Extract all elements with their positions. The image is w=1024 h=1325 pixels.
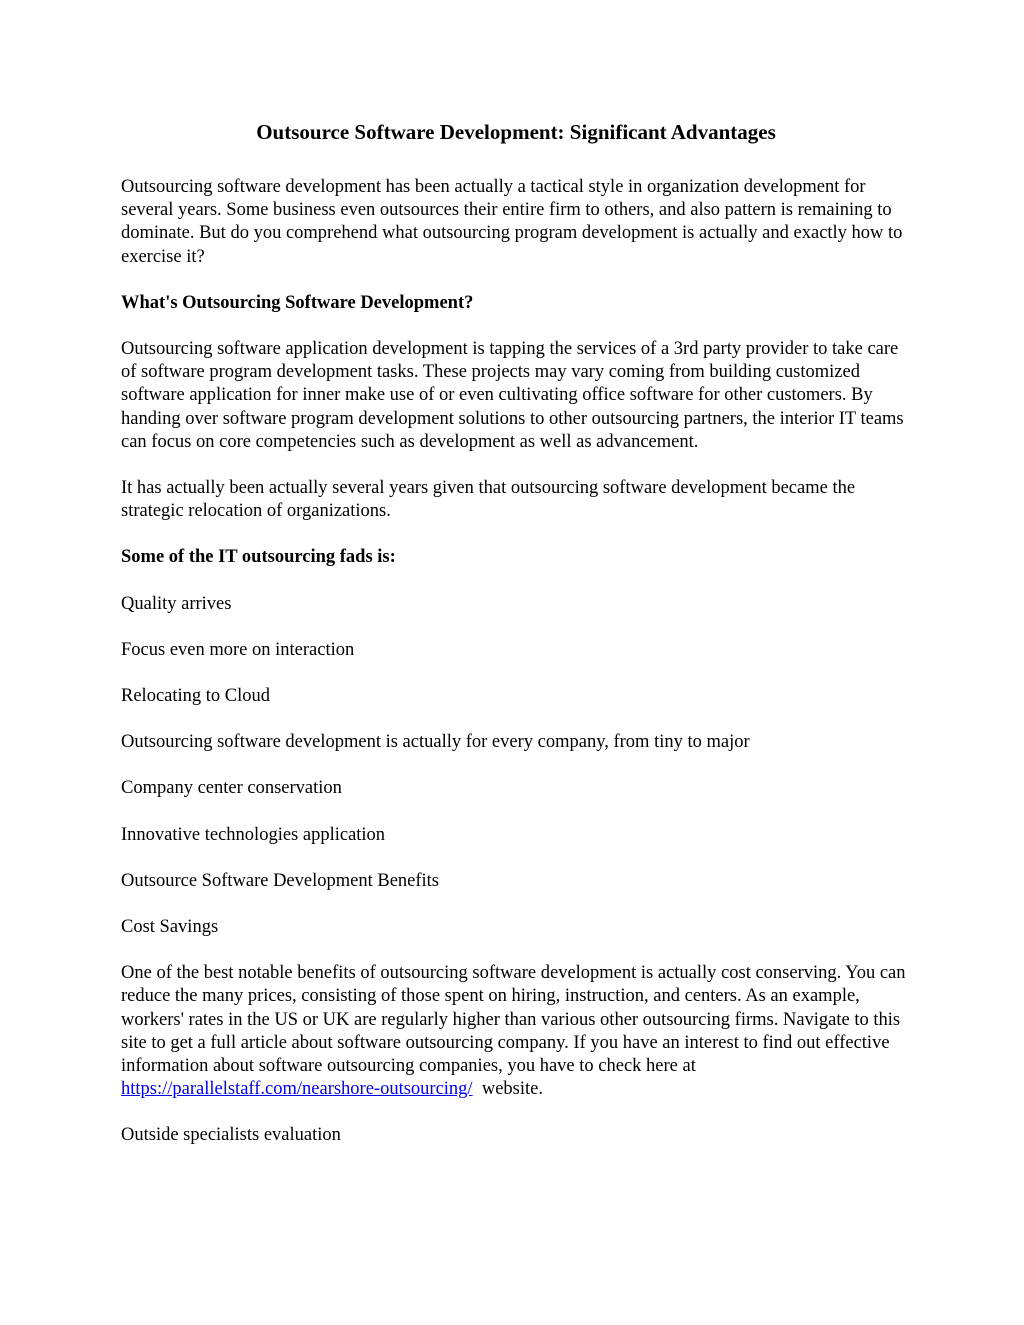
section-heading-fads: Some of the IT outsourcing fads is: — [121, 547, 396, 568]
list-item: Quality arrives — [121, 593, 232, 614]
list-item: Relocating to Cloud — [121, 686, 271, 707]
cost-savings-text-end: website. — [472, 1079, 543, 1100]
body-paragraph-definition: Outsourcing software application development is tapping the services of a 3rd party provider to take care of software program development tasks. These projects may vary coming from building customized software application for inner make use of or even cultivating office software for other customers. By handing over software program development solutions to other outsourcing partners, the interior IT teams can focus on core competencies such as development as well as advancement. — [121, 339, 904, 452]
list-item: Focus even more on interaction — [121, 639, 355, 660]
list-item: Company center conservation — [121, 778, 342, 799]
body-paragraph-history: It has actually been actually several years given that outsourcing software development became the strategic relocation of organizations. — [121, 478, 856, 522]
list-item: Cost Savings — [121, 917, 219, 938]
section-heading-outsourcing: What's Outsourcing Software Development? — [121, 292, 474, 313]
parallelstaff-link[interactable]: https://parallelstaff.com/nearshore-outsourcing/ — [121, 1079, 473, 1100]
document-title: Outsource Software Development: Significant Advantages — [256, 120, 776, 144]
list-item: Innovative technologies application — [121, 824, 386, 845]
list-item: Outside specialists evaluation — [121, 1125, 341, 1146]
list-item: Outsourcing software development is actually for every company, from tiny to major — [121, 732, 750, 753]
document-page — [121, 118, 911, 1171]
body-paragraph-cost-savings — [121, 962, 911, 1101]
list-item: Outsource Software Development Benefits — [121, 870, 440, 891]
intro-paragraph: Outsourcing software development has been actually a tactical style in organization development for several years. Some business even outsources their entire firm to others, and also pattern is remaining to dominate. But do you comprehend what outsourcing program development is actually and exactly how to exercise it? — [121, 177, 903, 267]
cost-savings-text: One of the best notable benefits of outsourcing software development is actually cost conserving. You can reduce the many prices, consisting of those spent on hiring, instruction, and centers. As an example, workers' rates in the US or UK are regularly higher than various other outsourcing firms. Navigate to this site to get a full article about software outsourcing company. If you have an interest to find out effective information about software outsourcing companies, you have to check here at — [121, 963, 906, 1077]
